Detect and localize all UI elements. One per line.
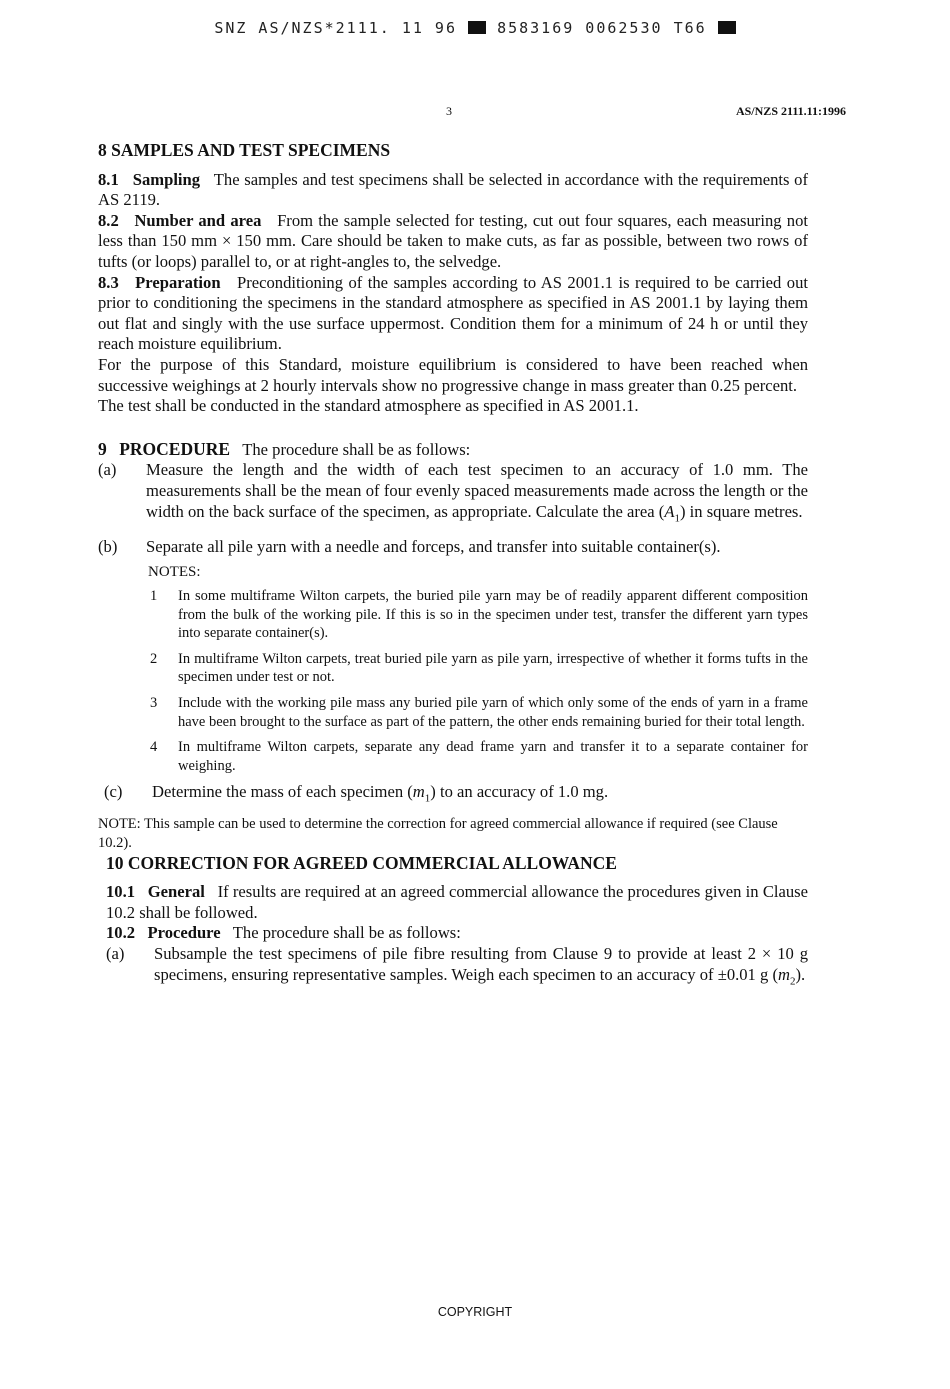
step-text [152,782,808,809]
note-number: 1 [150,588,158,605]
mass-subscript: 1 [424,792,431,805]
clause-text: If results are required at an agreed commercial allowance the procedures given in Clause 10.2 shall be followed. [106,882,808,922]
black-mark [468,21,486,34]
scan-header-number: 8583169 0062530 [497,19,663,37]
mass-subscript: 2 [789,974,796,987]
note-text: In some multiframe Wilton carpets, the buried pile yarn may be of readily apparent different composition from the bulk of the working pile. If this is so in the specimen under test, transfer the different yarn types into separate container(s). [178,588,808,642]
step-text-part: Subsample the test specimens of pile fibre resulting from Clause 9 to provide at least 2 × 10 g specimens, ensuring representative samples. Weigh each specimen to an accuracy of ±0.01 g ( [154,943,808,984]
clause-number: 8.3 [98,272,119,292]
clause-text: The samples and test specimens shall be selected in accordance with the requirements of AS 2119. [98,169,808,210]
clause-text: The procedure shall be as follows: [232,923,461,943]
black-mark [718,21,736,34]
step-text [146,460,808,528]
scan-header-suffix: T66 [673,19,707,37]
clause-heading: Preparation [135,272,221,292]
step-9a [98,460,808,528]
step-text-part: Determine the mass of each specimen ( [152,782,413,802]
step-10a [106,944,808,992]
section-10 [106,853,808,992]
step-text-part: ). [795,964,806,984]
clause-8-3 [98,273,808,355]
step-label: (a) [106,943,125,963]
step-text-part: Measure the length and the width of each test specimen to an accuracy of 1.0 mm. The measurements shall be the mean of four evenly spaced measurements made across the length or the width on the back surface of the specimen, as appropriate. Calculate the area ( [146,460,808,521]
section-title: PROCEDURE [119,438,231,459]
note-number: 3 [150,695,158,712]
section-number: 9 [98,438,107,459]
section-intro: The procedure shall be as follows: [242,439,471,459]
section-9-heading [98,439,808,461]
clause-number: 10.2 [106,923,136,943]
step-text-part: ) to an accuracy of 1.0 mg. [430,782,609,802]
step-text [154,944,808,992]
clause-heading: General [147,882,205,902]
step-9c-note: NOTE: This sample can be used to determine the correction for agreed commercial allowance if required (see Clause 10.2). [98,816,778,851]
atmosphere-paragraph: The test shall be conducted in the standard atmosphere as specified in AS 2001.1. [98,396,639,416]
clause-heading: Procedure [147,923,221,943]
copyright-footer: COPYRIGHT [437,1305,513,1319]
clause-8-1 [98,170,808,211]
note-number: 4 [150,739,158,756]
clause-number: 8.2 [98,210,119,230]
clause-number: 8.1 [98,169,119,189]
note-number: 2 [150,650,158,667]
step-label: (c) [104,782,123,802]
note-item [148,694,808,731]
step-label: (a) [98,460,117,480]
clause-number: 10.1 [106,882,136,902]
mass-symbol: m [777,964,790,984]
area-subscript: 1 [674,511,680,524]
clause-text: Preconditioning of the samples according to AS 2001.1 is required to be carried out prior to conditioning the specimens in the standard atmosphere as specified in AS 2001.1 by laying them out flat and singly with the use surface uppermost. Condition them for a minimum of 24 h or until they reach moisture equilibrium. [98,272,809,354]
clause-text: From the sample selected for testing, cut out four squares, each measuring not less than 150 mm × 150 mm. Care should be taken to make cuts, as far as possible, between two rows of tufts (or loops) parallel to, or at right-angles to, the selvedge. [98,210,808,271]
step-text: Separate all pile yarn with a needle and forceps, and transfer into suitable container(s). [146,536,721,556]
area-symbol: A [664,501,675,521]
note-item [148,738,808,775]
scan-header-code: SNZ AS/NZS*2111. 11 96 [214,19,457,37]
note-text: In multiframe Wilton carpets, separate any dead frame yarn and transfer it to a separate container for weighing. [178,739,808,774]
notes-block [148,563,808,776]
scan-header-line [0,19,950,37]
clause-8-2 [98,211,808,273]
note-text: In multiframe Wilton carpets, treat buried pile yarn as pile yarn, irrespective of whether it forms tufts in the specimen under test or not. [178,650,808,686]
step-label: (b) [98,536,118,556]
note-item [148,650,808,687]
notes-heading: NOTES: [148,563,201,580]
page-number: 3 [446,104,452,118]
step-9b [98,537,808,558]
document-body [98,140,808,1000]
step-text-part: ) in square metres. [679,501,803,521]
equilibrium-paragraph: For the purpose of this Standard, moisture equilibrium is considered to have been reached when successive weighings at 2 hourly intervals show no progressive change in mass greater than 0.25 percent. [98,354,808,395]
section-10-heading: 10 CORRECTION FOR AGREED COMMERCIAL ALLOWANCE [106,852,617,873]
clause-heading: Number and area [134,210,262,230]
clause-heading: Sampling [132,169,201,189]
step-9c [104,782,808,809]
clause-10-1 [106,882,808,923]
mass-symbol: m [412,782,425,802]
note-text: Include with the working pile mass any buried pile yarn of which only some of the ends of yarn in a frame have been brought to the surface as part of the pattern, the other ends remaining buried for their total length. [178,695,808,730]
standard-reference: AS/NZS 2111.11:1996 [735,104,846,118]
note-item [148,587,808,643]
section-8-heading: 8 SAMPLES AND TEST SPECIMENS [98,140,391,160]
clause-10-2 [106,923,808,944]
